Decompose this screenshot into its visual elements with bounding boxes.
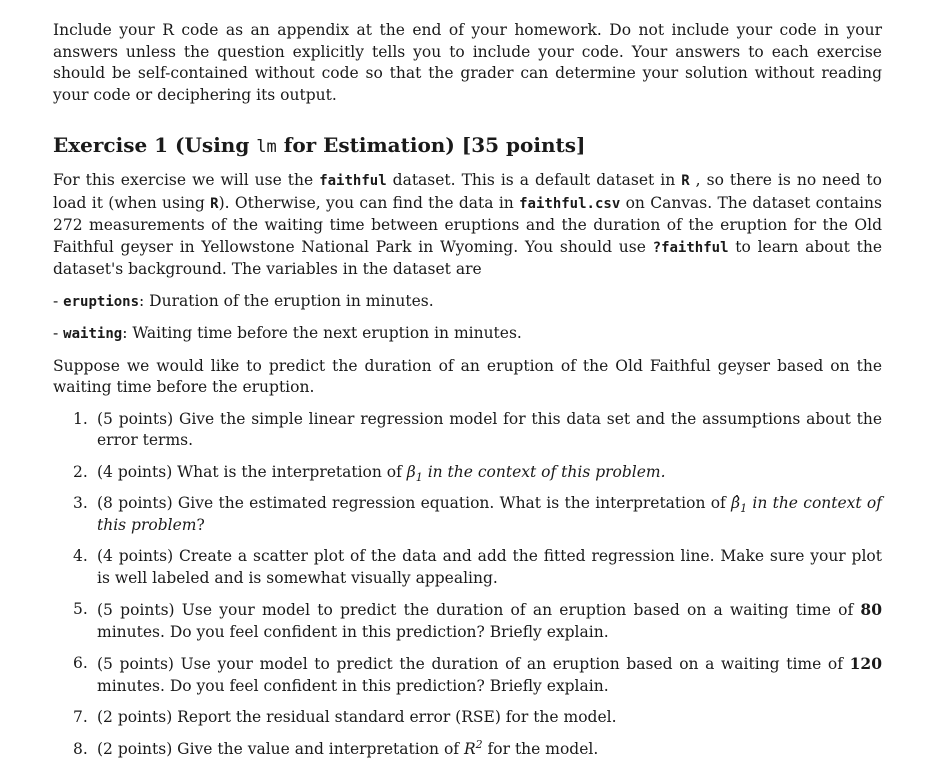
code-help: ?faithful xyxy=(652,239,729,256)
question-text: (4 points) What is the interpretation of xyxy=(97,462,407,481)
math-subscript: 1 xyxy=(415,470,423,484)
code-r: R xyxy=(681,173,690,189)
variable-item-eruptions xyxy=(53,291,882,314)
question-text: (4 points) Create a scatter plot of the data and add the fitted regression line. Make sure your plot is well labeled and is somewhat visually appealing. xyxy=(97,547,882,587)
question-text: (5 points) Give the simple linear regression model for this data set and the assumptions about the error terms. xyxy=(97,409,882,449)
math-subscript: 1 xyxy=(740,502,748,516)
question-number: 2. xyxy=(73,462,88,481)
code-faithful: faithful xyxy=(319,173,387,189)
desc-text: on Canvas. The dataset contains 272 measurements of the waiting time between eruptions and the duration of the eruption for the Old Faithful geyser in Yellowstone National Park in Wyoming. You should use xyxy=(53,193,882,256)
desc-text: ). Otherwise, you can find the data in xyxy=(218,193,520,212)
intro-paragraph: Include your R code as an appendix at the end of your homework. Do not include your code in your answers unless the question explicitly tells you to include your code. Your answers to each exercise should be self-contained without code so that the grader can determine your solution without reading your code or deciphering its output. xyxy=(53,21,882,104)
question-text: (5 points) Use your model to predict the duration of an eruption based on a waiting time of xyxy=(97,601,861,619)
heading-code: lm xyxy=(256,137,277,157)
math-symbol: R xyxy=(463,739,476,758)
code-r: R xyxy=(210,195,219,212)
question-list xyxy=(53,409,882,761)
question-bold-value: 80 xyxy=(860,600,882,619)
bullet-dash: - xyxy=(53,291,64,310)
question-text: (2 points) Report the residual standard error (RSE) for the model. xyxy=(97,708,617,726)
math-symbol: β̂ xyxy=(731,494,741,512)
variable-name: waiting xyxy=(63,326,123,342)
question-text: (8 points) Give the estimated regression equation. What is the interpretation of xyxy=(97,494,732,512)
desc-text: For this exercise we will use the xyxy=(53,171,320,189)
heading-text-pre: Exercise 1 (Using xyxy=(53,133,257,157)
question-item xyxy=(53,462,882,484)
question-number: 5. xyxy=(73,600,88,618)
question-item xyxy=(53,653,882,697)
question-text: (5 points) Use your model to predict the duration of an eruption based on a waiting time of xyxy=(97,655,850,673)
variable-desc: : Waiting time before the next eruption in minutes. xyxy=(122,324,522,342)
question-item xyxy=(53,493,882,536)
question-text: (2 points) Give the value and interpretation of xyxy=(97,739,464,758)
math-symbol: β xyxy=(406,462,416,481)
math-r-squared xyxy=(463,737,483,758)
math-superscript: 2 xyxy=(475,737,483,751)
question-number: 7. xyxy=(73,708,88,726)
question-number: 8. xyxy=(73,739,88,758)
question-item xyxy=(53,707,882,729)
desc-text: to learn about the dataset's background. The variables in the dataset are xyxy=(53,237,882,278)
question-bold-value: 120 xyxy=(849,654,882,673)
question-item xyxy=(53,546,882,589)
suppose-paragraph: Suppose we would like to predict the duration of an eruption of the Old Faithful geyser based on the waiting time before the eruption. xyxy=(53,356,882,396)
question-item xyxy=(53,739,882,761)
question-number: 4. xyxy=(73,547,88,565)
heading-text-post: for Estimation) [35 points] xyxy=(276,133,586,157)
math-beta1 xyxy=(406,462,423,484)
question-item xyxy=(53,409,882,452)
question-emphasis: in the context of this problem xyxy=(97,494,882,534)
question-text: minutes. Do you feel confident in this prediction? Briefly explain. xyxy=(97,676,609,695)
variable-item-waiting xyxy=(53,323,882,346)
desc-text: , so there is no need to load it (when using xyxy=(53,171,882,212)
question-number: 1. xyxy=(73,409,88,428)
desc-text: dataset. This is a default dataset in xyxy=(386,171,682,189)
variable-desc: : Duration of the eruption in minutes. xyxy=(139,291,434,310)
variable-name: eruptions xyxy=(63,293,140,310)
question-text: ? xyxy=(196,515,205,534)
question-text: minutes. Do you feel confident in this prediction? Briefly explain. xyxy=(97,622,609,641)
question-emphasis: in the context of this problem. xyxy=(422,462,666,481)
math-beta1-hat xyxy=(731,494,748,516)
exercise-heading xyxy=(53,132,882,160)
question-number: 6. xyxy=(73,654,88,672)
bullet-dash: - xyxy=(53,324,64,342)
question-text: for the model. xyxy=(482,739,599,758)
code-filename: faithful.csv xyxy=(519,195,621,212)
question-item xyxy=(53,599,882,643)
question-number: 3. xyxy=(73,494,88,512)
exercise-description xyxy=(53,170,882,281)
